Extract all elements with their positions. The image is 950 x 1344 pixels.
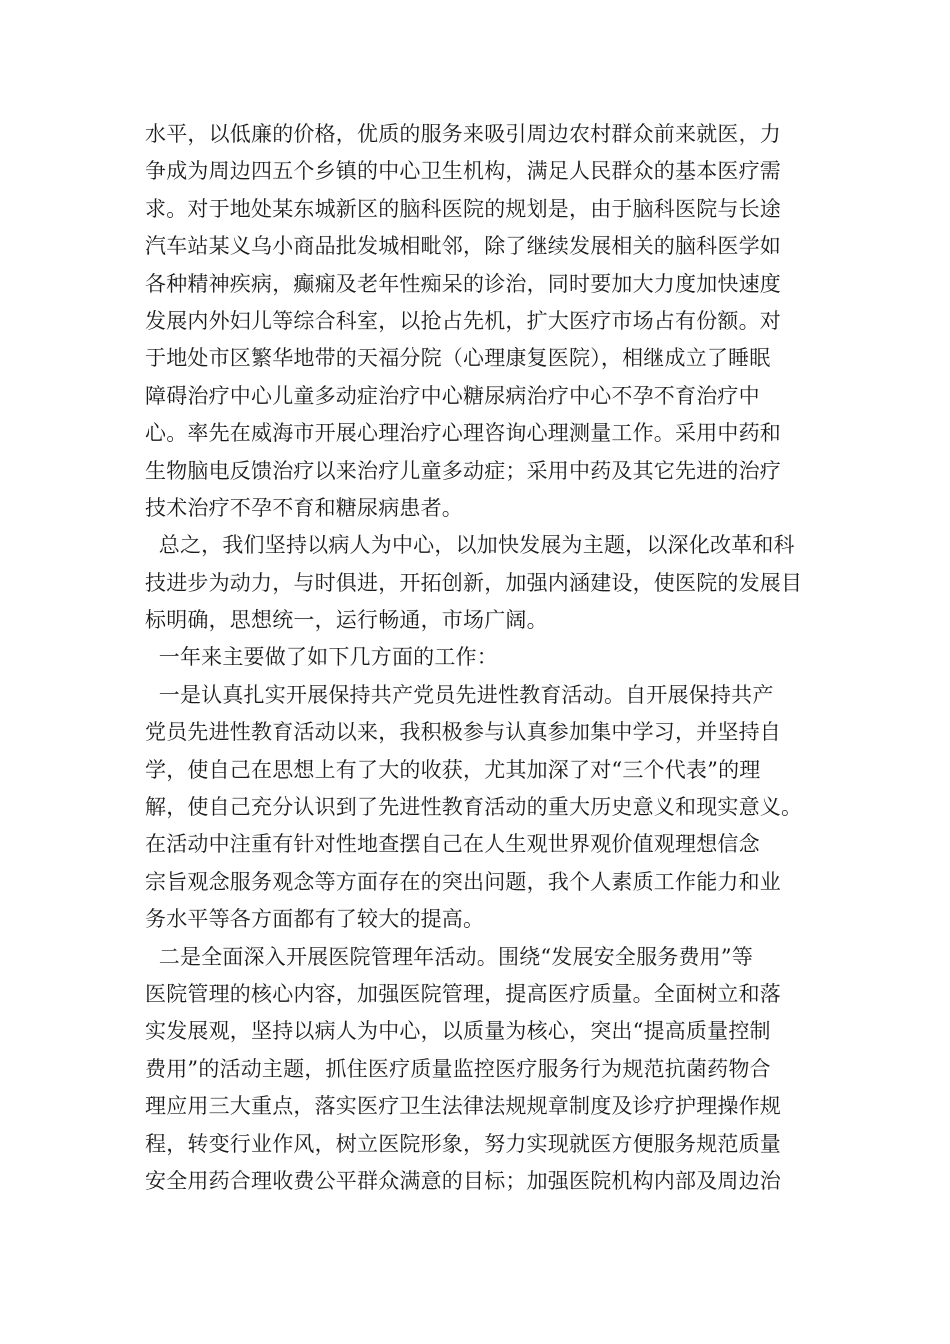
text-line: 医院管理的核心内容，加强医院管理，提高医疗质量。全面树立和落 — [145, 981, 781, 1006]
text-line: 争成为周边四五个乡镇的中心卫生机构，满足人民群众的基本医疗需 — [145, 159, 781, 184]
paragraph-start-line: 二是全面深入开展医院管理年活动。围绕“发展安全服务费用”等 — [145, 944, 754, 969]
text-line: 发展内外妇儿等综合科室，以抢占先机，扩大医疗市场占有份额。对 — [145, 308, 781, 333]
paragraph-start-line: 总之，我们坚持以病人为中心，以加快发展为主题，以深化改革和科 — [145, 533, 795, 558]
text-line: 标明确，思想统一，运行畅通，市场广阔。 — [145, 608, 548, 633]
text-line: 心。率先在威海市开展心理治疗心理咨询心理测量工作。采用中药和 — [145, 421, 781, 446]
paragraph-start-line: 一是认真扎实开展保持共产党员先进性教育活动。自开展保持共产 — [145, 682, 774, 707]
text-line: 生物脑电反馈治疗以来治疗儿童多动症；采用中药及其它先进的治疗 — [145, 458, 781, 483]
text-line: 理应用三大重点，落实医疗卫生法律法规规章制度及诊疗护理操作规 — [145, 1094, 781, 1119]
paragraph-start-line: 一年来主要做了如下几方面的工作： — [145, 645, 498, 670]
text-line: 安全用药合理收费公平群众满意的目标；加强医院机构内部及周边治 — [145, 1168, 781, 1193]
text-line: 汽车站某义乌小商品批发城相毗邻，除了继续发展相关的脑科医学如 — [145, 234, 781, 259]
text-line: 求。对于地处某东城新区的脑科医院的规划是，由于脑科医院与长途 — [145, 196, 781, 221]
text-line: 解，使自己充分认识到了先进性教育活动的重大历史意义和现实意义。 — [145, 795, 803, 820]
text-line: 实发展观，坚持以病人为中心，以质量为核心，突出“提高质量控制 — [145, 1019, 771, 1044]
text-line: 于地处市区繁华地带的天福分院（心理康复医院），相继成立了睡眠 — [145, 346, 771, 371]
text-line: 在活动中注重有针对性地查摆自己在人生观世界观价值观理想信念 — [145, 832, 760, 857]
text-line: 水平，以低廉的价格，优质的服务来吸引周边农村群众前来就医，力 — [145, 122, 781, 146]
text-line: 费用”的活动主题，抓住医疗质量监控医疗服务行为规范抗菌药物合 — [145, 1056, 771, 1081]
text-line: 宗旨观念服务观念等方面存在的突出问题，我个人素质工作能力和业 — [145, 869, 781, 894]
text-line: 障碍治疗中心儿童多动症治疗中心糖尿病治疗中心不孕不育治疗中 — [145, 383, 760, 408]
text-line: 党员先进性教育活动以来，我积极参与认真参加集中学习，并坚持自 — [145, 720, 781, 745]
text-line: 务水平等各方面都有了较大的提高。 — [145, 907, 485, 932]
text-line: 程，转变行业作风，树立医院形象，努力实现就医方便服务规范质量 — [145, 1131, 781, 1156]
body-text — [145, 116, 815, 1200]
text-line: 各种精神疾病，癫痫及老年性痴呆的诊治，同时要加大力度加快速度 — [145, 271, 781, 296]
text-line: 学，使自己在思想上有了大的收获，尤其加深了对“三个代表”的理 — [145, 757, 761, 782]
text-line: 技进步为动力，与时俱进，开拓创新，加强内涵建设，使医院的发展目 — [145, 570, 803, 595]
text-line: 技术治疗不孕不育和糖尿病患者。 — [145, 495, 463, 520]
